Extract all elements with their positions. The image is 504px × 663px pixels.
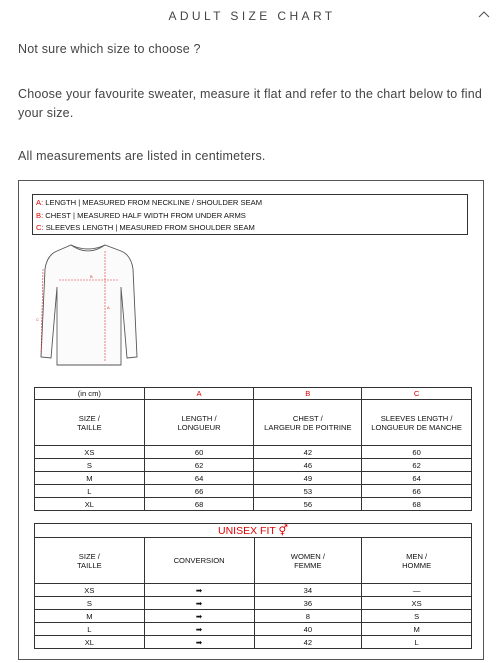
- size-cell: L: [35, 485, 145, 498]
- table-row: [35, 584, 472, 597]
- men-cell: XS: [362, 597, 472, 610]
- chest-cell: 46: [254, 459, 362, 472]
- length-header: LENGTH / LONGUEUR: [144, 400, 254, 446]
- length-cell: 68: [144, 498, 254, 511]
- women-cell: 42: [254, 636, 362, 649]
- measurement-legend: [32, 194, 468, 235]
- unisex-title: UNISEX FIT ⚥: [35, 524, 472, 538]
- size-question: Not sure which size to choose ?: [18, 42, 201, 56]
- size-cell: M: [35, 610, 145, 623]
- unit-label: (in cm): [35, 388, 145, 400]
- chest-cell: 56: [254, 498, 362, 511]
- table-row: [35, 597, 472, 610]
- size-header: SIZE / TAILLE: [35, 400, 145, 446]
- size-chart-accordion-header[interactable]: [0, 0, 504, 32]
- unisex-conversion-table: [34, 523, 472, 649]
- arrow-icon: ➡: [144, 610, 254, 623]
- conversion-header: CONVERSION: [144, 538, 254, 584]
- women-cell: 40: [254, 623, 362, 636]
- legend-row: B: CHEST | MEASURED HALF WIDTH FROM UNDER ARMS: [36, 210, 246, 220]
- chest-cell: 53: [254, 485, 362, 498]
- sleeves-cell: 68: [362, 498, 472, 511]
- chest-cell: 49: [254, 472, 362, 485]
- legend-row: C: SLEEVES LENGTH | MEASURED FROM SHOULDER SEAM: [36, 223, 255, 232]
- men-cell: S: [362, 610, 472, 623]
- size-cell: XL: [35, 498, 145, 511]
- col-key-b: B: [254, 388, 362, 400]
- col-key-c: C: [362, 388, 472, 400]
- measurements-table: [34, 387, 472, 511]
- chest-cell: 42: [254, 446, 362, 459]
- svg-text:B: B: [90, 274, 93, 279]
- sweater-diagram: [33, 239, 143, 373]
- women-cell: 36: [254, 597, 362, 610]
- table-row: [35, 636, 472, 649]
- table-row: [35, 459, 472, 472]
- men-cell: L: [362, 636, 472, 649]
- units-note: All measurements are listed in centimeters.: [18, 149, 266, 163]
- length-cell: 62: [144, 459, 254, 472]
- length-cell: 66: [144, 485, 254, 498]
- men-cell: —: [362, 584, 472, 597]
- size-cell: M: [35, 472, 145, 485]
- arrow-icon: ➡: [144, 623, 254, 636]
- size-cell: S: [35, 597, 145, 610]
- women-cell: 34: [254, 584, 362, 597]
- length-cell: 64: [144, 472, 254, 485]
- legend-row: A: LENGTH | MEASURED FROM NECKLINE / SHOULDER SEAM: [36, 198, 263, 207]
- table-row: [35, 446, 472, 459]
- sleeves-cell: 60: [362, 446, 472, 459]
- sleeves-cell: 62: [362, 459, 472, 472]
- table-row: [35, 485, 472, 498]
- arrow-icon: ➡: [144, 584, 254, 597]
- size-chart-image: [18, 180, 484, 660]
- arrow-icon: ➡: [144, 597, 254, 610]
- length-cell: 60: [144, 446, 254, 459]
- size-cell: XL: [35, 636, 145, 649]
- table-row: [35, 610, 472, 623]
- arrow-icon: ➡: [144, 636, 254, 649]
- sleeves-cell: 66: [362, 485, 472, 498]
- accordion-title: ADULT SIZE CHART: [168, 9, 336, 23]
- table-row: [35, 498, 472, 511]
- size-cell: S: [35, 459, 145, 472]
- men-cell: M: [362, 623, 472, 636]
- women-cell: 8: [254, 610, 362, 623]
- sleeves-header: SLEEVES LENGTH / LONGUEUR DE MANCHE: [362, 400, 472, 446]
- size-cell: XS: [35, 446, 145, 459]
- sleeves-cell: 64: [362, 472, 472, 485]
- size-header: SIZE / TAILLE: [35, 538, 145, 584]
- size-cell: L: [35, 623, 145, 636]
- size-cell: XS: [35, 584, 145, 597]
- table-row: [35, 623, 472, 636]
- women-header: WOMEN / FEMME: [254, 538, 362, 584]
- chest-header: CHEST / LARGEUR DE POITRINE: [254, 400, 362, 446]
- table-row: [35, 472, 472, 485]
- svg-text:C: C: [36, 317, 39, 322]
- chevron-up-icon[interactable]: [478, 10, 490, 18]
- svg-text:A: A: [107, 305, 110, 310]
- col-key-a: A: [144, 388, 254, 400]
- size-instruction: Choose your favourite sweater, measure it flat and refer to the chart below to find your size.: [18, 87, 483, 120]
- men-header: MEN / HOMME: [362, 538, 472, 584]
